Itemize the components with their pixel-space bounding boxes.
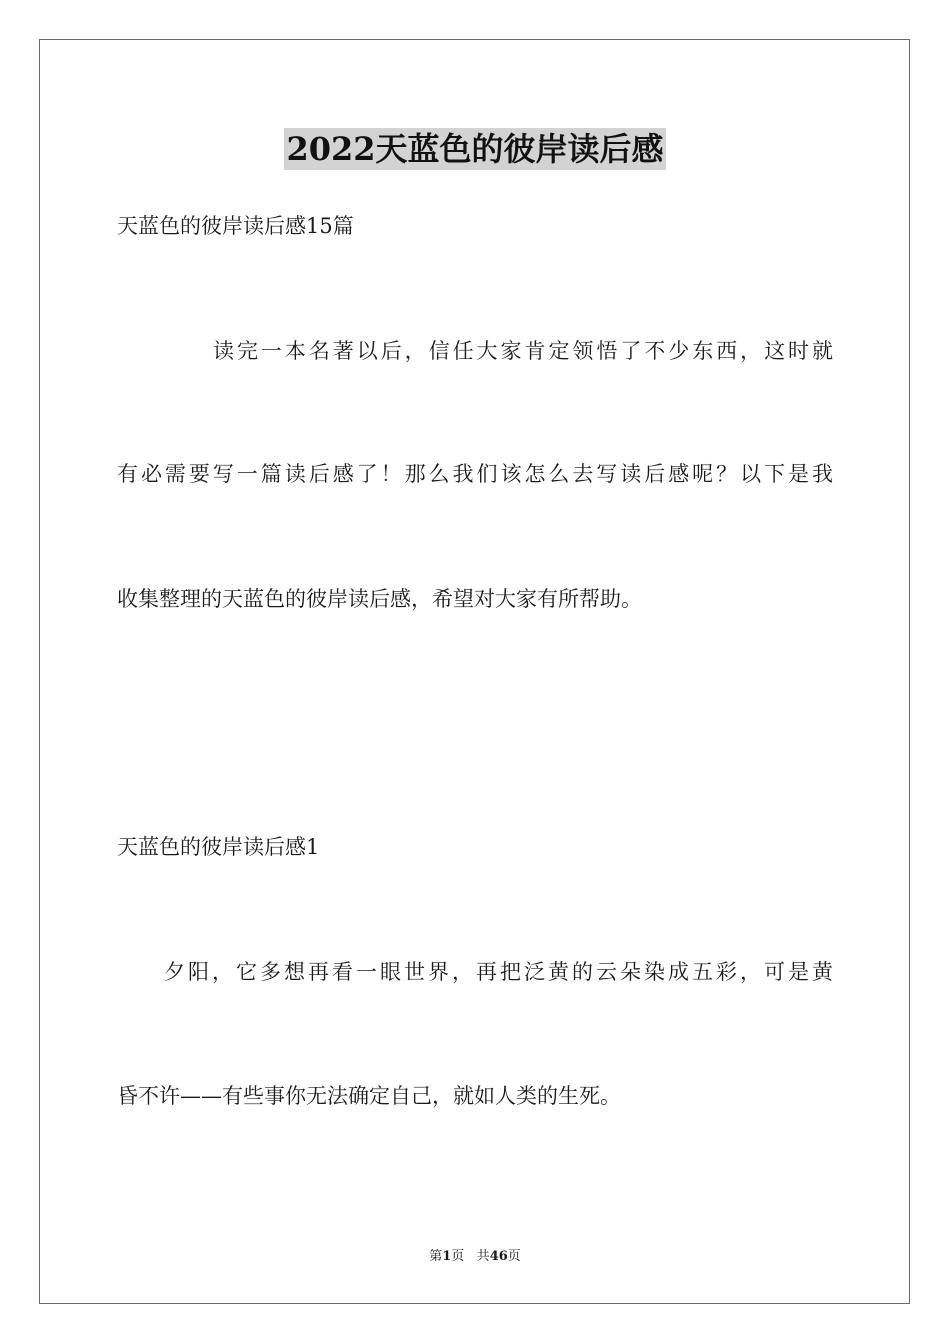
intro-line-1: 读完一本名著以后，信任大家肯定领悟了不少东西，这时就 [213, 339, 833, 363]
page-prefix: 第 [429, 1249, 443, 1264]
section-heading: 天蓝色的彼岸读后感1 [117, 835, 320, 859]
document-subtitle: 天蓝色的彼岸读后感15篇 [117, 214, 354, 238]
total-pages: 46 [489, 1249, 508, 1264]
total-prefix: 共 [476, 1249, 490, 1264]
page-footer [0, 1248, 950, 1266]
page-number: 1 [442, 1249, 452, 1264]
title-container [0, 128, 950, 170]
section-line-1: 夕阳，它多想再看一眼世界，再把泛黄的云朵染成五彩，可是黄 [164, 960, 833, 984]
intro-line-2: 有必需要写一篇读后感了！那么我们该怎么去写读后感呢？以下是我 [117, 462, 833, 486]
intro-line-3: 收集整理的天蓝色的彼岸读后感，希望对大家有所帮助。 [117, 587, 642, 611]
document-title: 2022天蓝色的彼岸读后感 [286, 130, 664, 168]
section-line-2: 昏不许——有些事你无法确定自己，就如人类的生死。 [117, 1084, 621, 1108]
total-suffix: 页 [507, 1249, 521, 1264]
page-suffix: 页 [451, 1249, 465, 1264]
